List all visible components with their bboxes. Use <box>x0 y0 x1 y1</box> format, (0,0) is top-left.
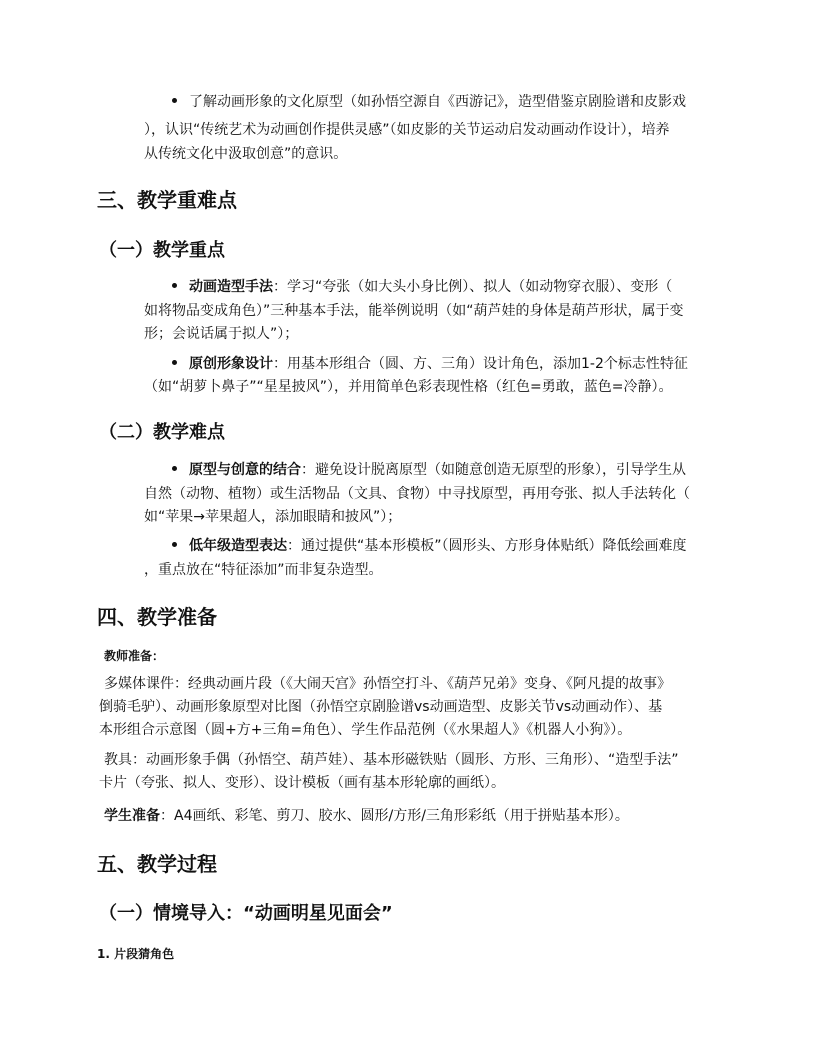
point1-line2: 如将物品变成角色）”三种基本手法，能举例说明（如“葫芦娃的身体是葫芦形状，属于变 <box>144 303 684 319</box>
teacher-prep-label: 教师准备： <box>104 649 165 663</box>
bullet-icon <box>172 283 177 288</box>
point3-line1: 原型与创意的结合：避免设计脱离原型（如随意创造无原型的形象），引导学生从 <box>172 459 686 482</box>
point3-line3: 如“苹果→苹果超人，添加眼睛和披风”）； <box>144 509 402 525</box>
point1-line1: 动画造型手法：学习“夸张（如大头小身比例）、拟人（如动物穿衣服）、变形（ <box>172 276 672 299</box>
tools-line2: 卡片（夸张、拟人、变形）、设计模板（画有基本形轮廓的画纸）。 <box>99 775 505 791</box>
point4-line2: ，重点放在“特征添加”而非复杂造型。 <box>144 562 383 578</box>
point4-label: 低年级造型表达 <box>189 538 287 554</box>
multimedia-line1: 多媒体课件：经典动画片段（《大闹天宫》孙悟空打斗、《葫芦兄弟》变身、《阿凡提的故事》 <box>104 676 671 692</box>
tools-line1: 教具：动画形象手偶（孙悟空、葫芦娃）、基本形磁铁贴（圆形、方形、三角形）、“造型手法” <box>104 752 679 768</box>
bullet-icon <box>172 466 177 471</box>
multimedia-line2: 倒骑毛驴）、动画形象原型对比图（孙悟空京剧脸谱vs动画造型、皮影关节vs动画动作）、基 <box>99 699 663 715</box>
para1-line2: ），认识“传统艺术为动画创作提供灵感”（如皮影的关节运动启发动画动作设计），培养 <box>144 122 670 138</box>
section-heading-4: 四、教学准备 <box>97 605 217 629</box>
point2-label: 原创形象设计 <box>189 356 273 372</box>
student-prep-label: 学生准备 <box>104 808 160 824</box>
bullet-icon <box>172 542 177 547</box>
section-heading-3: 三、教学重难点 <box>97 188 237 212</box>
point3-line2: 自然（动物、植物）或生活物品（文具、食物）中寻找原型，再用夸张、拟人手法转化（ <box>144 486 690 502</box>
bullet-icon <box>172 98 177 103</box>
bullet-icon <box>172 360 177 365</box>
para1-line3: 从传统文化中汲取创意”的意识。 <box>144 146 348 162</box>
student-prep: 学生准备：A4画纸、彩笔、剪刀、胶水、圆形/方形/三角形彩纸（用于拼贴基本形）。 <box>104 808 629 824</box>
multimedia-line3: 本形组合示意图（圆+方+三角=角色）、学生作品范例（《水果超人》《机器人小狗》）。 <box>99 722 632 738</box>
point3-label: 原型与创意的结合 <box>189 462 301 478</box>
subheading-teaching-difficulty: （二）教学难点 <box>99 422 225 443</box>
subheading-intro: （一）情境导入：“动画明星见面会” <box>99 903 393 924</box>
section-heading-5: 五、教学过程 <box>97 852 217 876</box>
point2-line2: （如“胡萝卜鼻子”“星星披风”），并用简单色彩表现性格（红色=勇敢，蓝色=冷静）。 <box>144 379 673 395</box>
step-1-heading: 1. 片段猜角色 <box>97 947 175 961</box>
subheading-teaching-focus: （一）教学重点 <box>99 240 225 261</box>
point1-line3: 形；会说话属于拟人”）； <box>144 326 299 342</box>
para1-line1: 了解动画形象的文化原型（如孙悟空源自《西游记》，造型借鉴京剧脸谱和皮影戏 <box>172 91 686 114</box>
point2-line1: 原创形象设计：用基本形组合（圆、方、三角）设计角色，添加1-2个标志性特征 <box>172 353 688 376</box>
point4-line1: 低年级造型表达：通过提供“基本形模板”（圆形头、方形身体贴纸）降低绘画难度 <box>172 535 687 558</box>
point1-label: 动画造型手法 <box>189 279 273 295</box>
